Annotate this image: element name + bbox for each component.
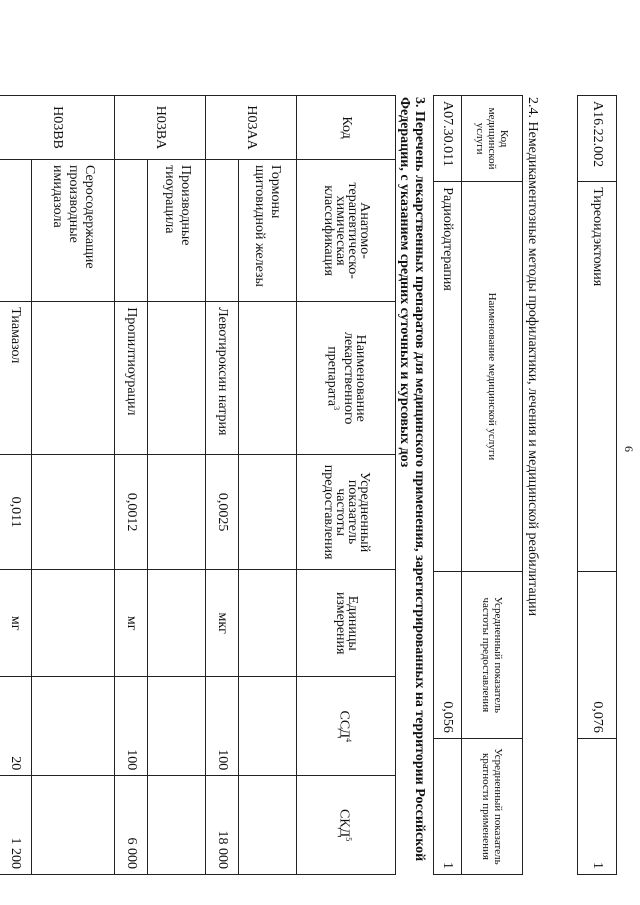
atc-code-cell: H03BA [115, 96, 206, 160]
multiplicity-cell: 1 [434, 738, 462, 874]
table-row [434, 96, 462, 875]
unit-cell: мкг [206, 570, 239, 677]
unit-cell: мг [0, 570, 31, 677]
table-header-row [297, 96, 396, 875]
atc-name-cell: Производные тиоурацила [148, 160, 206, 302]
table-row [31, 96, 114, 875]
frequency-cell: 0,056 [434, 571, 462, 738]
frequency-cell: 0,0025 [206, 455, 239, 570]
header-skd: СКД$^5$ [297, 776, 396, 875]
atc-code-cell: H03AA [206, 96, 297, 160]
section-3-title: 3. Перечень лекарственных препаратов для медицинского применения, зарегистрированных на территории Российской Федерации, с указанием средних суточных и курсовых доз [397, 97, 427, 862]
ssd-cell: 100 [206, 677, 239, 776]
service-name-cell: Радиойодтерапия [434, 182, 462, 572]
ssd-cell: 100 [115, 677, 148, 776]
header-multiplicity: Усредненный показатель кратности применения [462, 738, 523, 874]
drug-name-cell: Тиамазол [0, 302, 31, 455]
header-unit: Единицы измерения [297, 570, 396, 677]
frequency-cell: 0,011 [0, 455, 31, 570]
service-code-cell: A07.30.011 [434, 96, 462, 182]
section-2-4-title: 2.4. Немедикаментозные методы профилактики, лечения и медицинской реабилитации [525, 97, 540, 617]
table-row [238, 96, 296, 875]
service-name-cell: Тиреоидэктомия [578, 182, 617, 572]
header-atc: Анатомо-терапевтическо-химическая классификация [297, 160, 396, 302]
skd-cell: 1 200 [0, 776, 31, 875]
service-code-cell: A16.22.002 [578, 96, 617, 182]
table-header-row [462, 96, 523, 875]
atc-name-cell: Гормоны щитовидной железы [238, 160, 296, 302]
header-drug-name: Наименование лекарственного препарата$^3$ [297, 302, 396, 455]
header-frequency: Усредненный показатель частоты предоставления [462, 571, 523, 738]
unit-cell: мг [115, 570, 148, 677]
surgery-table [577, 95, 617, 875]
frequency-cell: 0,076 [578, 571, 617, 738]
table-row [115, 96, 148, 875]
frequency-cell: 0,0012 [115, 455, 148, 570]
table-row [578, 96, 617, 875]
header-service-code: Код медицинской услуги [462, 96, 523, 182]
drug-name-cell: Левотироксин натрия [206, 302, 239, 455]
drug-name-cell: Пропилтиоурацил [115, 302, 148, 455]
non-drug-methods-table [433, 95, 523, 875]
skd-cell: 18 000 [206, 776, 239, 875]
skd-cell: 6 000 [115, 776, 148, 875]
ssd-cell: 20 [0, 677, 31, 776]
multiplicity-cell: 1 [578, 738, 617, 874]
page-number: 6 [622, 446, 636, 452]
header-ssd: ССД$^4$ [297, 677, 396, 776]
table-row [0, 96, 31, 875]
header-code: Код [297, 96, 396, 160]
table-row [148, 96, 206, 875]
drug-list-table [0, 95, 396, 875]
table-row [206, 96, 239, 875]
atc-code-cell: H03BB [0, 96, 115, 160]
header-service-name: Наименование медицинской услуги [462, 182, 523, 572]
header-frequency: Усредненный показатель частоты предоставления [297, 455, 396, 570]
atc-name-cell: Серосодержащие производные имидазола [31, 160, 114, 302]
